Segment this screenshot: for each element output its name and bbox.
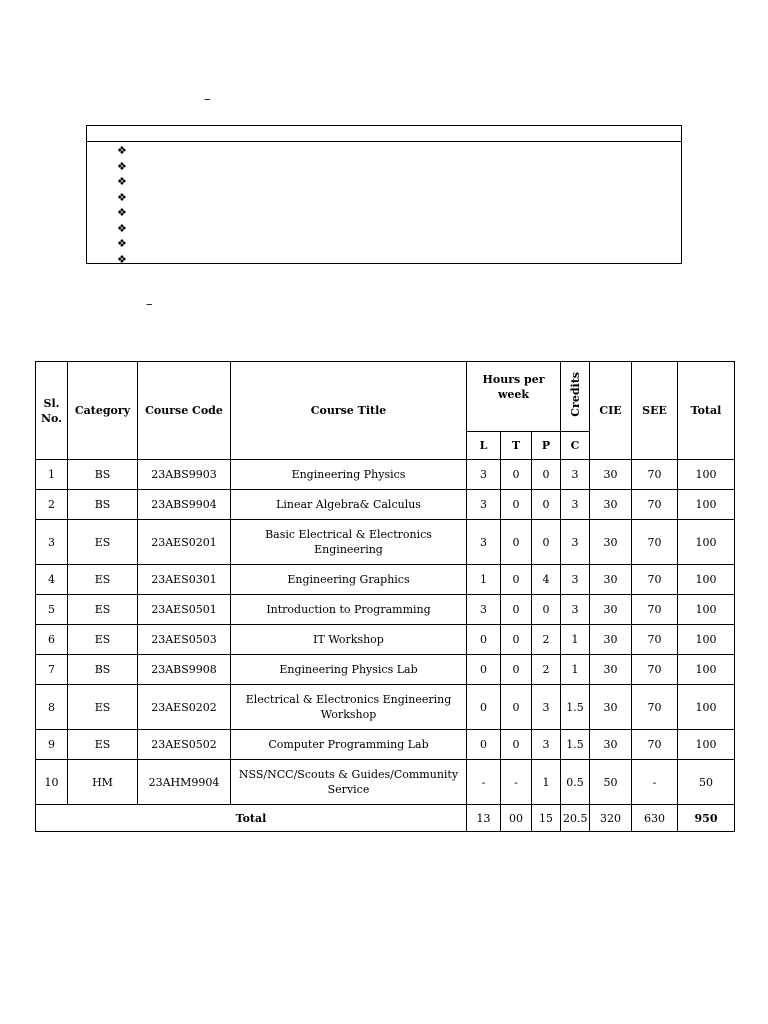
- diamond-bullet-icon: ❖: [117, 221, 127, 235]
- cell-course-code: 23ABS9904: [138, 490, 231, 520]
- table-row: [36, 655, 735, 685]
- cell-p: 2: [532, 625, 561, 655]
- section-dash-2: –: [146, 297, 153, 312]
- totals-p: 15: [532, 805, 561, 832]
- cell-p: 0: [532, 490, 561, 520]
- table-row: [36, 595, 735, 625]
- cell-c: 1: [561, 655, 590, 685]
- cell-course-code: 23AES0201: [138, 520, 231, 565]
- cell-p: 2: [532, 655, 561, 685]
- header-p: P: [532, 432, 561, 460]
- cell-sl-no: 8: [36, 685, 68, 730]
- cell-c: 1.5: [561, 730, 590, 760]
- cell-cie: 30: [590, 685, 632, 730]
- cell-category: BS: [68, 490, 138, 520]
- cell-cie: 30: [590, 490, 632, 520]
- totals-c: 20.5: [561, 805, 590, 832]
- objective-item: [117, 221, 127, 237]
- cell-total: 100: [678, 520, 735, 565]
- cell-sl-no: 5: [36, 595, 68, 625]
- objective-item: [117, 190, 127, 206]
- cell-total: 100: [678, 565, 735, 595]
- totals-total: 950: [678, 805, 735, 832]
- cell-t: -: [501, 760, 532, 805]
- cell-l: 1: [467, 565, 501, 595]
- totals-l: 13: [467, 805, 501, 832]
- cell-l: 3: [467, 490, 501, 520]
- cell-see: 70: [632, 595, 678, 625]
- cell-course-title: IT Workshop: [231, 625, 467, 655]
- objective-item: [117, 236, 127, 252]
- cell-c: 1: [561, 625, 590, 655]
- cell-c: 3: [561, 520, 590, 565]
- cell-see: 70: [632, 730, 678, 760]
- cell-sl-no: 6: [36, 625, 68, 655]
- objective-item: [117, 143, 127, 159]
- cell-cie: 30: [590, 520, 632, 565]
- cell-category: ES: [68, 565, 138, 595]
- cell-total: 100: [678, 730, 735, 760]
- cell-category: ES: [68, 595, 138, 625]
- section-dash-1: –: [204, 92, 211, 107]
- cell-course-code: 23AES0502: [138, 730, 231, 760]
- cell-cie: 30: [590, 565, 632, 595]
- objectives-header-row: [87, 126, 681, 142]
- cell-t: 0: [501, 625, 532, 655]
- cell-course-code: 23AES0301: [138, 565, 231, 595]
- cell-sl-no: 9: [36, 730, 68, 760]
- header-sl-no: Sl. No.: [36, 362, 68, 460]
- course-structure-table: [35, 361, 735, 832]
- cell-category: BS: [68, 460, 138, 490]
- cell-course-code: 23AES0202: [138, 685, 231, 730]
- cell-cie: 50: [590, 760, 632, 805]
- table-row: [36, 520, 735, 565]
- table-row: [36, 565, 735, 595]
- cell-total: 100: [678, 460, 735, 490]
- cell-l: 0: [467, 655, 501, 685]
- cell-t: 0: [501, 520, 532, 565]
- cell-p: 3: [532, 685, 561, 730]
- diamond-bullet-icon: ❖: [117, 237, 127, 250]
- cell-t: 0: [501, 460, 532, 490]
- cell-course-code: 23ABS9903: [138, 460, 231, 490]
- cell-p: 4: [532, 565, 561, 595]
- cell-c: 0.5: [561, 760, 590, 805]
- table-row: [36, 490, 735, 520]
- header-credits: [561, 362, 590, 432]
- cell-course-title: Engineering Graphics: [231, 565, 467, 595]
- cell-course-title: Linear Algebra& Calculus: [231, 490, 467, 520]
- diamond-bullet-icon: ❖: [117, 206, 127, 219]
- cell-c: 3: [561, 565, 590, 595]
- totals-row: [36, 805, 735, 832]
- cell-sl-no: 1: [36, 460, 68, 490]
- cell-p: 3: [532, 730, 561, 760]
- header-see: SEE: [632, 362, 678, 460]
- cell-cie: 30: [590, 460, 632, 490]
- cell-course-title: Introduction to Programming: [231, 595, 467, 625]
- header-t: T: [501, 432, 532, 460]
- cell-sl-no: 7: [36, 655, 68, 685]
- table-row: [36, 760, 735, 805]
- cell-t: 0: [501, 490, 532, 520]
- cell-sl-no: 3: [36, 520, 68, 565]
- cell-cie: 30: [590, 595, 632, 625]
- cell-cie: 30: [590, 655, 632, 685]
- header-course-code: Course Code: [138, 362, 231, 460]
- table-row: [36, 625, 735, 655]
- cell-see: 70: [632, 460, 678, 490]
- cell-see: -: [632, 760, 678, 805]
- objective-item: [117, 159, 127, 175]
- objectives-box: [86, 125, 682, 264]
- cell-course-title: NSS/NCC/Scouts & Guides/Community Service: [231, 760, 467, 805]
- diamond-bullet-icon: ❖: [117, 252, 127, 266]
- cell-course-title: Computer Programming Lab: [231, 730, 467, 760]
- cell-see: 70: [632, 490, 678, 520]
- totals-cie: 320: [590, 805, 632, 832]
- course-rows: [36, 460, 735, 805]
- cell-t: 0: [501, 565, 532, 595]
- cell-course-code: 23AES0503: [138, 625, 231, 655]
- objective-item: [117, 174, 127, 190]
- diamond-bullet-icon: ❖: [117, 144, 127, 157]
- cell-category: ES: [68, 685, 138, 730]
- cell-t: 0: [501, 730, 532, 760]
- totals-t: 00: [501, 805, 532, 832]
- cell-see: 70: [632, 685, 678, 730]
- header-category: Category: [68, 362, 138, 460]
- cell-category: ES: [68, 730, 138, 760]
- cell-sl-no: 4: [36, 565, 68, 595]
- cell-l: 0: [467, 685, 501, 730]
- cell-cie: 30: [590, 730, 632, 760]
- diamond-bullet-icon: ❖: [117, 175, 127, 188]
- header-credits-label: Credits: [568, 372, 582, 417]
- objective-item: [117, 252, 127, 268]
- cell-p: 0: [532, 595, 561, 625]
- header-total: Total: [678, 362, 735, 460]
- cell-c: 3: [561, 595, 590, 625]
- table-row: [36, 730, 735, 760]
- cell-l: 3: [467, 520, 501, 565]
- header-c: C: [561, 432, 590, 460]
- cell-l: -: [467, 760, 501, 805]
- objective-item: [117, 205, 127, 221]
- table-row: [36, 685, 735, 730]
- cell-p: 1: [532, 760, 561, 805]
- cell-sl-no: 2: [36, 490, 68, 520]
- header-cie: CIE: [590, 362, 632, 460]
- diamond-bullet-icon: ❖: [117, 159, 127, 173]
- cell-total: 100: [678, 595, 735, 625]
- cell-see: 70: [632, 625, 678, 655]
- cell-t: 0: [501, 655, 532, 685]
- cell-category: HM: [68, 760, 138, 805]
- cell-c: 1.5: [561, 685, 590, 730]
- cell-course-title: Electrical & Electronics Engineering Workshop: [231, 685, 467, 730]
- cell-cie: 30: [590, 625, 632, 655]
- cell-l: 0: [467, 625, 501, 655]
- cell-total: 100: [678, 655, 735, 685]
- cell-category: ES: [68, 520, 138, 565]
- cell-c: 3: [561, 490, 590, 520]
- cell-course-title: Engineering Physics: [231, 460, 467, 490]
- cell-l: 3: [467, 460, 501, 490]
- cell-total: 100: [678, 685, 735, 730]
- cell-c: 3: [561, 460, 590, 490]
- cell-l: 0: [467, 730, 501, 760]
- cell-see: 70: [632, 520, 678, 565]
- cell-p: 0: [532, 460, 561, 490]
- cell-total: 100: [678, 490, 735, 520]
- cell-course-code: 23ABS9908: [138, 655, 231, 685]
- cell-l: 3: [467, 595, 501, 625]
- header-hours-per-week: Hours per week: [467, 362, 561, 432]
- cell-see: 70: [632, 655, 678, 685]
- cell-t: 0: [501, 595, 532, 625]
- cell-total: 100: [678, 625, 735, 655]
- cell-course-title: Basic Electrical & Electronics Engineering: [231, 520, 467, 565]
- cell-see: 70: [632, 565, 678, 595]
- cell-category: ES: [68, 625, 138, 655]
- objectives-list: [117, 143, 127, 267]
- table-row: [36, 460, 735, 490]
- cell-category: BS: [68, 655, 138, 685]
- totals-label: Total: [36, 805, 467, 832]
- diamond-bullet-icon: ❖: [117, 190, 127, 204]
- cell-course-title: Engineering Physics Lab: [231, 655, 467, 685]
- cell-course-code: 23AES0501: [138, 595, 231, 625]
- cell-sl-no: 10: [36, 760, 68, 805]
- cell-total: 50: [678, 760, 735, 805]
- header-l: L: [467, 432, 501, 460]
- cell-p: 0: [532, 520, 561, 565]
- totals-see: 630: [632, 805, 678, 832]
- header-course-title: Course Title: [231, 362, 467, 460]
- cell-course-code: 23AHM9904: [138, 760, 231, 805]
- cell-t: 0: [501, 685, 532, 730]
